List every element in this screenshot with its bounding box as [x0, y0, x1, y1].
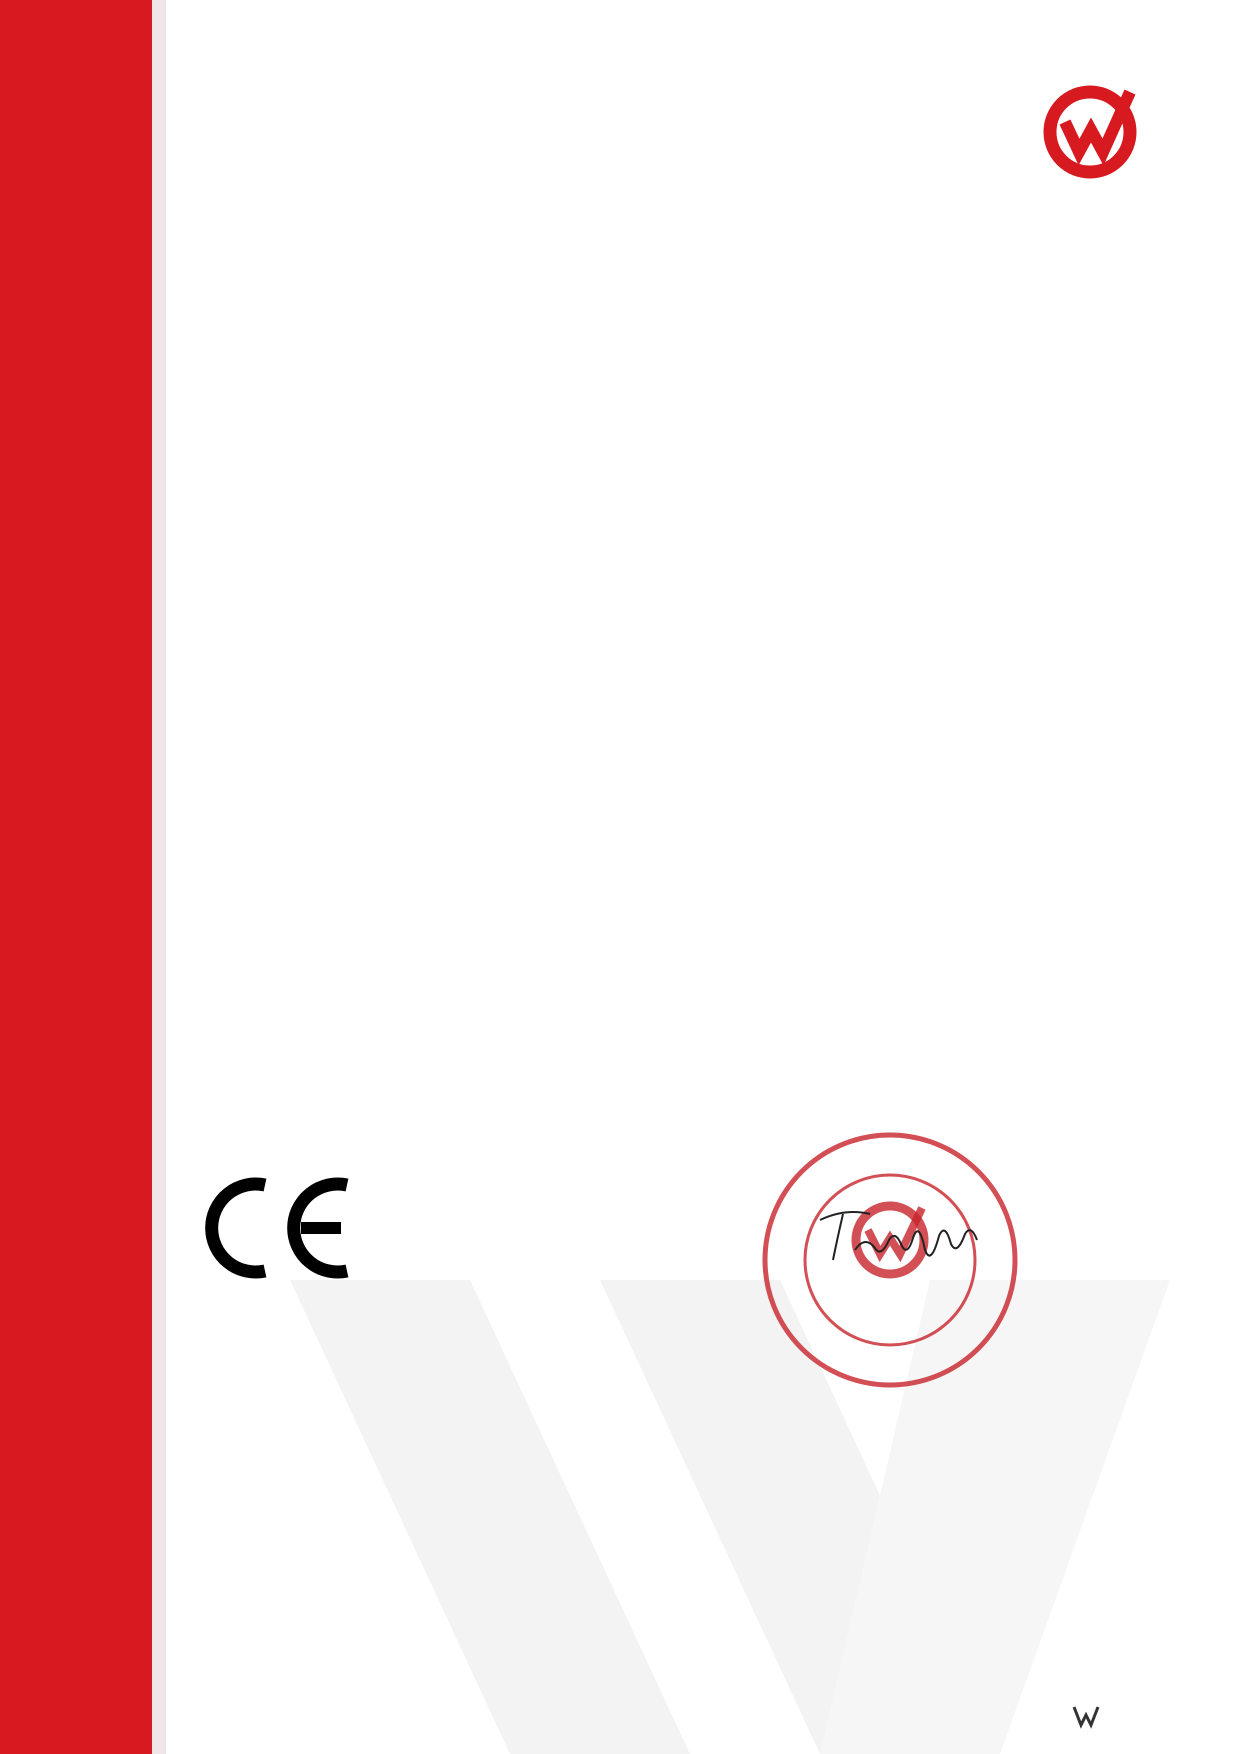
etenwolf-logo-icon	[1072, 1703, 1100, 1729]
sidebar-stripe	[152, 0, 166, 1754]
signature-icon	[815, 1200, 995, 1270]
waltek-logo-icon	[995, 80, 1185, 180]
ce-mark-icon	[203, 1173, 358, 1283]
sidebar-banner	[0, 0, 152, 1754]
background-w-shape	[170, 1200, 1241, 1754]
